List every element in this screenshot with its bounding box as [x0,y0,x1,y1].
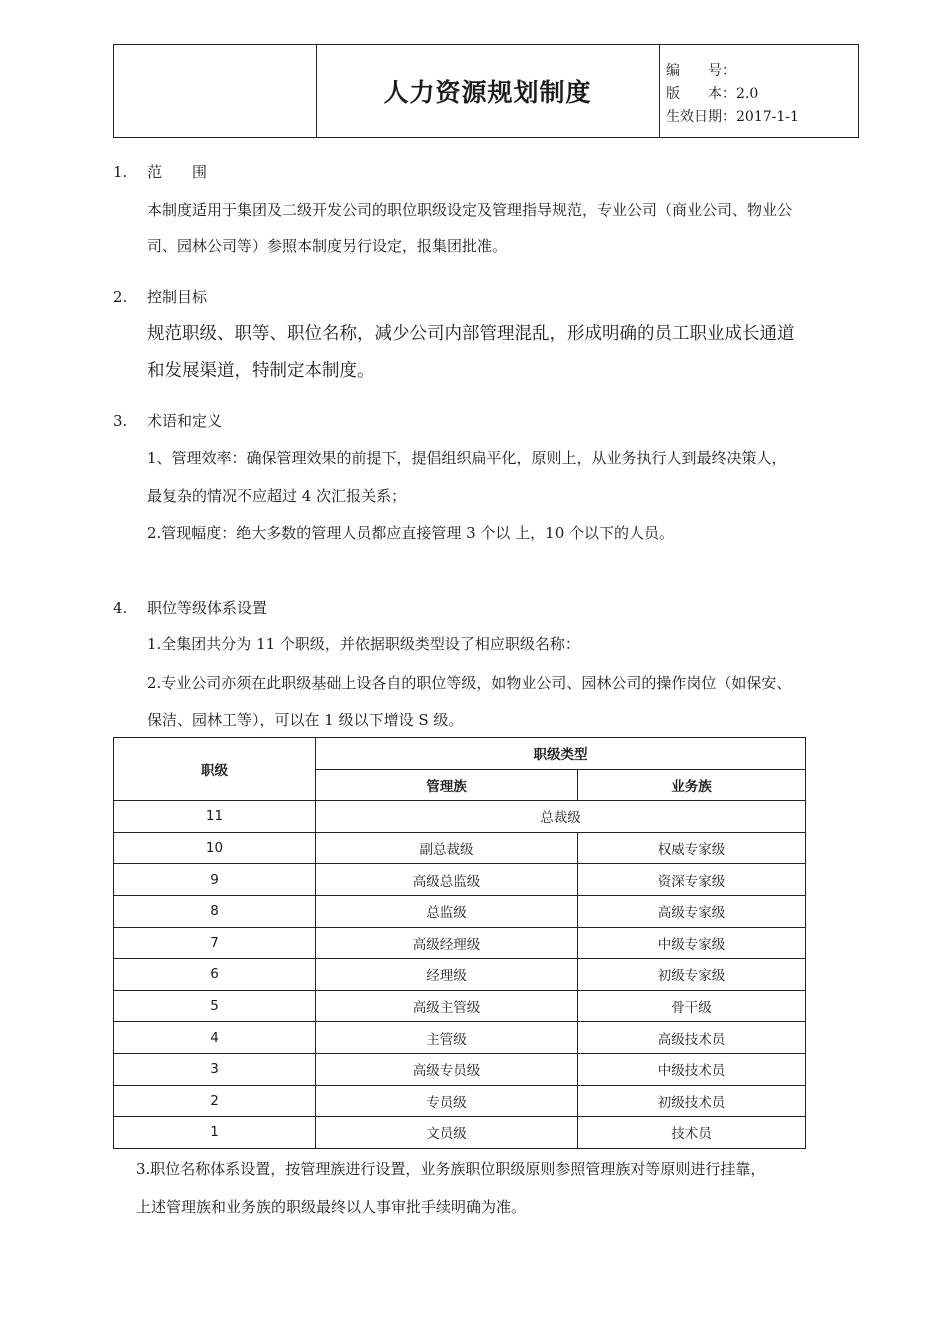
table-row [114,832,806,864]
doc-version-value: 2.0 [736,86,759,102]
doc-version-label: 版 本： [666,86,736,102]
header-grade-type: 职级类型 [316,738,806,770]
cell-business: 高级专家级 [578,895,806,927]
doc-number-label: 编 号： [666,63,736,79]
doc-effective-date [666,106,799,126]
paragraph-line: 1.全集团共分为 11 个职级，并依据职级类型设了相应职级名称： [147,635,580,653]
table-row [114,1117,806,1149]
table-row [114,990,806,1022]
cell-business: 初级专家级 [578,959,806,991]
header-divider [659,45,660,137]
section-number: 1. [113,163,128,181]
cell-grade: 1 [114,1117,316,1149]
section-number: 2. [113,288,128,306]
cell-grade: 6 [114,959,316,991]
section-heading [113,597,267,618]
paragraph-line: 3.职位名称体系设置，按管理族进行设置，业务族职位职级原则参照管理族对等原则进行挂靠， [136,1160,766,1178]
section-title: 术语和定义 [147,412,223,430]
section-heading [113,410,222,431]
cell-business: 中级专家级 [578,927,806,959]
cell-management: 高级总监级 [316,864,578,896]
paragraph-line: 1、管理效率：确保管理效果的前提下，提倡组织扁平化，原则上，从业务执行人到最终决策人， [147,449,787,467]
cell-grade: 9 [114,864,316,896]
cell-business: 权威专家级 [578,832,806,864]
cell-management: 文员级 [316,1117,578,1149]
section-heading [113,161,207,182]
paragraph-line: 司、园林公司等）参照本制度另行设定，报集团批准。 [147,237,508,255]
header-grade: 职级 [114,738,316,801]
header-business: 业务族 [578,769,806,801]
table-row [114,1085,806,1117]
cell-business: 资深专家级 [578,864,806,896]
cell-business: 技术员 [578,1117,806,1149]
document-title: 人力资源规划制度 [383,78,592,107]
table-row [114,801,806,833]
table-row [114,1022,806,1054]
cell-management: 高级主管级 [316,990,578,1022]
header-logo-cell [114,45,317,137]
section-title: 职位等级体系设置 [147,599,268,617]
cell-grade: 3 [114,1053,316,1085]
cell-grade: 10 [114,832,316,864]
cell-management: 专员级 [316,1085,578,1117]
cell-business: 高级技术员 [578,1022,806,1054]
table-row [114,959,806,991]
doc-number [666,60,736,80]
cell-grade: 2 [114,1085,316,1117]
document-header [113,44,859,138]
table-row [114,927,806,959]
section-title: 控制目标 [147,288,208,306]
cell-grade: 11 [114,801,316,833]
paragraph-line: 规范职级、职等、职位名称，减少公司内部管理混乱，形成明确的员工职业成长通道 [147,324,795,344]
paragraph-line: 上述管理族和业务族的职级最终以人事审批手续明确为准。 [136,1198,527,1216]
doc-effective-label: 生效日期： [666,109,736,125]
header-management: 管理族 [316,769,578,801]
paragraph-line: 最复杂的情况不应超过 4 次汇报关系； [147,487,407,505]
doc-effective-value: 2017-1-1 [736,109,799,125]
table-row [114,1053,806,1085]
paragraph-line: 保洁、园林工等），可以在 1 级以下增设 S 级。 [147,711,464,729]
paragraph-line: 和发展渠道，特制定本制度。 [147,361,375,381]
paragraph-line: 本制度适用于集团及二级开发公司的职位职级设定及管理指导规范，专业公司（商业公司、物业公 [147,201,793,219]
section-heading [113,286,207,307]
cell-grade: 8 [114,895,316,927]
cell-management: 总裁级 [316,801,806,833]
section-number: 3. [113,412,128,430]
paragraph-line: 2.管现幅度：绝大多数的管理人员都应直接管理 3 个以 上，10 个以下的人员。 [147,524,675,542]
cell-management: 总监级 [316,895,578,927]
section-title: 范 围 [147,163,208,181]
grade-table [113,737,806,1149]
paragraph-line: 2.专业公司亦须在此职级基础上设各自的职位等级，如物业公司、园林公司的操作岗位（如保安、 [147,674,792,692]
cell-management: 高级经理级 [316,927,578,959]
cell-business: 初级技术员 [578,1085,806,1117]
cell-management: 高级专员级 [316,1053,578,1085]
cell-grade: 5 [114,990,316,1022]
cell-grade: 4 [114,1022,316,1054]
section-number: 4. [113,599,128,617]
doc-version [666,83,758,103]
table-row [114,864,806,896]
table-row [114,895,806,927]
cell-management: 经理级 [316,959,578,991]
cell-grade: 7 [114,927,316,959]
cell-management: 副总裁级 [316,832,578,864]
cell-business: 中级技术员 [578,1053,806,1085]
cell-management: 主管级 [316,1022,578,1054]
cell-business: 骨干级 [578,990,806,1022]
